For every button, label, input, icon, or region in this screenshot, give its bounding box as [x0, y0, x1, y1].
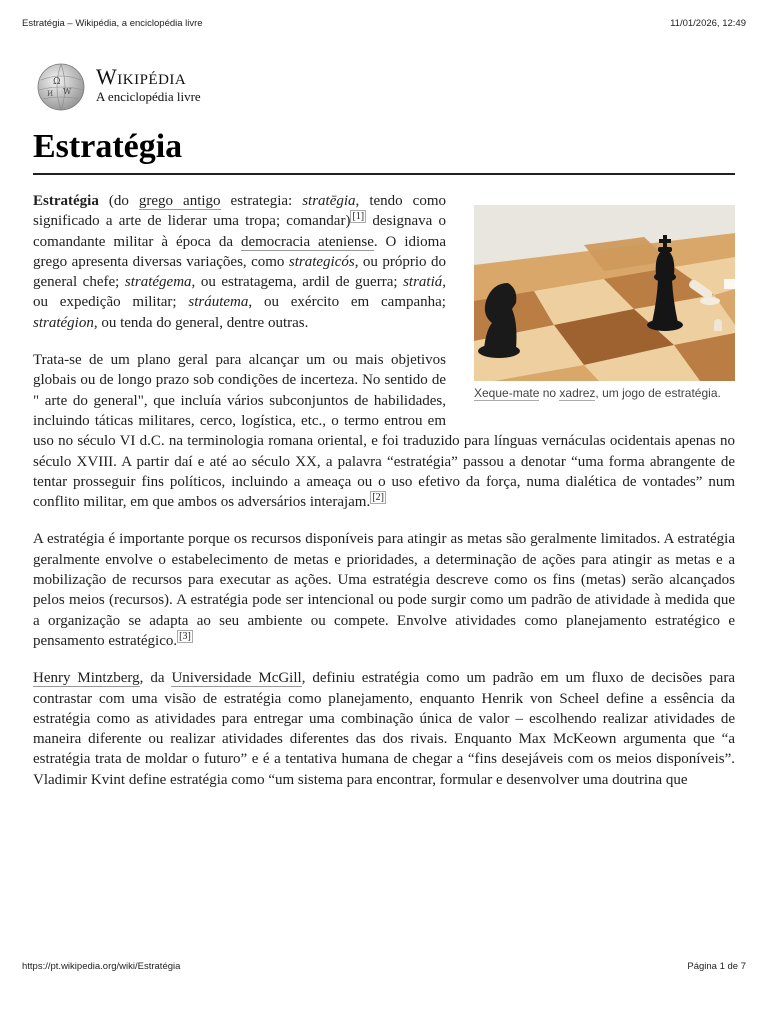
- svg-text:И: И: [47, 90, 54, 98]
- caption-link-xadrez[interactable]: xadrez: [559, 386, 596, 400]
- chess-checkmate-image[interactable]: [474, 205, 735, 381]
- link-democracia-ateniense[interactable]: democracia ateniense: [240, 233, 374, 250]
- reference-3[interactable]: [3]: [179, 630, 191, 642]
- site-wordmark[interactable]: Wikipédia: [96, 64, 187, 89]
- link-universidade-mcgill[interactable]: Universidade McGill: [171, 670, 302, 687]
- paragraph-2: Trata-se de um plano geral para alcançar um ou mais objetivos globais ou de longo prazo sob condições de incerteza. No sentido de " arte do general", que incluía vários subconjuntos de habilidades, incluindo táticas militares, cerco, logística, etc., o termo entrou em uso no século VI d.C. na terminologia romana oriental, e foi traduzido para línguas vernáculas ocidentais apenas no século XVIII. A partir daí e até ao século XX, a palavra “estratégia” passou a denotar “uma forma abrangente de tentar prosseguir fins políticos, incluindo a ameaça ou o uso efetivo da força, numa dialética de vontades” num conflito militar, em que ambos os adversários interajam. [2]: [33, 352, 735, 511]
- paragraph-3: A estratégia é importante porque os recursos disponíveis para atingir as metas são geralmente limitados. A estratégia geralmente envolve o estabelecimento de metas e prioridades, a determinação de ações para atingir as metas e a mobilização de recursos para executar as ações. Uma estratégia descreve como os fins (metas) serão alcançados pelos meios (recursos). A estratégia pode ser intencional ou pode surgir como um padrão de atividade à medida que a organização se adapta ao seu ambiente ou compete. Envolve atividades como planejamento estratégico e pensamento estratégico. [3]: [33, 531, 735, 649]
- reference-2[interactable]: [2]: [372, 492, 384, 504]
- page-title: Estratégia: [33, 128, 183, 165]
- paragraph-1: Estratégia (do grego antigo estrategia: stratēgia, tendo como significado a arte de liderar uma tropa; comandar) [1] designava o comandante militar à época da democracia ateniense. O idioma grego apresenta diversas variações, como strategicós, ou próprio do general chefe; stratégema, ou estratagema, ardil de guerra; stratiá, ou expedição militar; stráutema, ou exército em campanha; stratégion, ou tenda do general, dentre outras.: [33, 193, 447, 331]
- link-grego-antigo[interactable]: grego antigo: [138, 193, 221, 209]
- svg-text:W: W: [63, 87, 72, 96]
- article-body: [33, 191, 735, 807]
- figure-thumbnail: [474, 205, 735, 402]
- print-header-title: Estratégia – Wikipédia, a enciclopédia livre: [22, 18, 203, 29]
- figure-caption: Xeque-mate no xadrez, um jogo de estratégia.: [474, 386, 721, 400]
- print-footer-url: https://pt.wikipedia.org/wiki/Estratégia: [22, 961, 181, 972]
- print-footer-page: Página 1 de 7: [687, 961, 746, 972]
- lead-term: Estratégia: [33, 193, 99, 209]
- wikipedia-globe-logo[interactable]: [33, 62, 89, 112]
- title-divider: [33, 173, 735, 175]
- link-henry-mintzberg[interactable]: Henry Mintzberg: [33, 670, 140, 687]
- svg-text:Ω: Ω: [53, 77, 61, 87]
- print-header-datetime: 11/01/2026, 12:49: [670, 18, 746, 29]
- reference-1[interactable]: [1]: [352, 211, 365, 223]
- paragraph-4: Henry Mintzberg, da Universidade McGill, definiu estratégia como um padrão em um fluxo de decisões para contrastar com uma visão de estratégia como planejamento, enquanto Henrik von Scheel define a essência da estratégia como as atividades para entregar uma combinação única de valor – escolhendo realizar atividades de maneira diferente ou realizar atividades diferentes das dos rivais. Enquanto Max McKeown argumenta que “a estratégia trata de moldar o futuro” e é a tentativa humana de chegar a “fins desejáveis com os meios disponíveis”. Vladimir Kvint define estratégia como “um sistema para encontrar, formular e desenvolver uma doutrina que: [33, 670, 735, 788]
- site-tagline: A enciclopédia livre: [96, 89, 201, 104]
- caption-link-xeque-mate[interactable]: Xeque-mate: [474, 386, 540, 400]
